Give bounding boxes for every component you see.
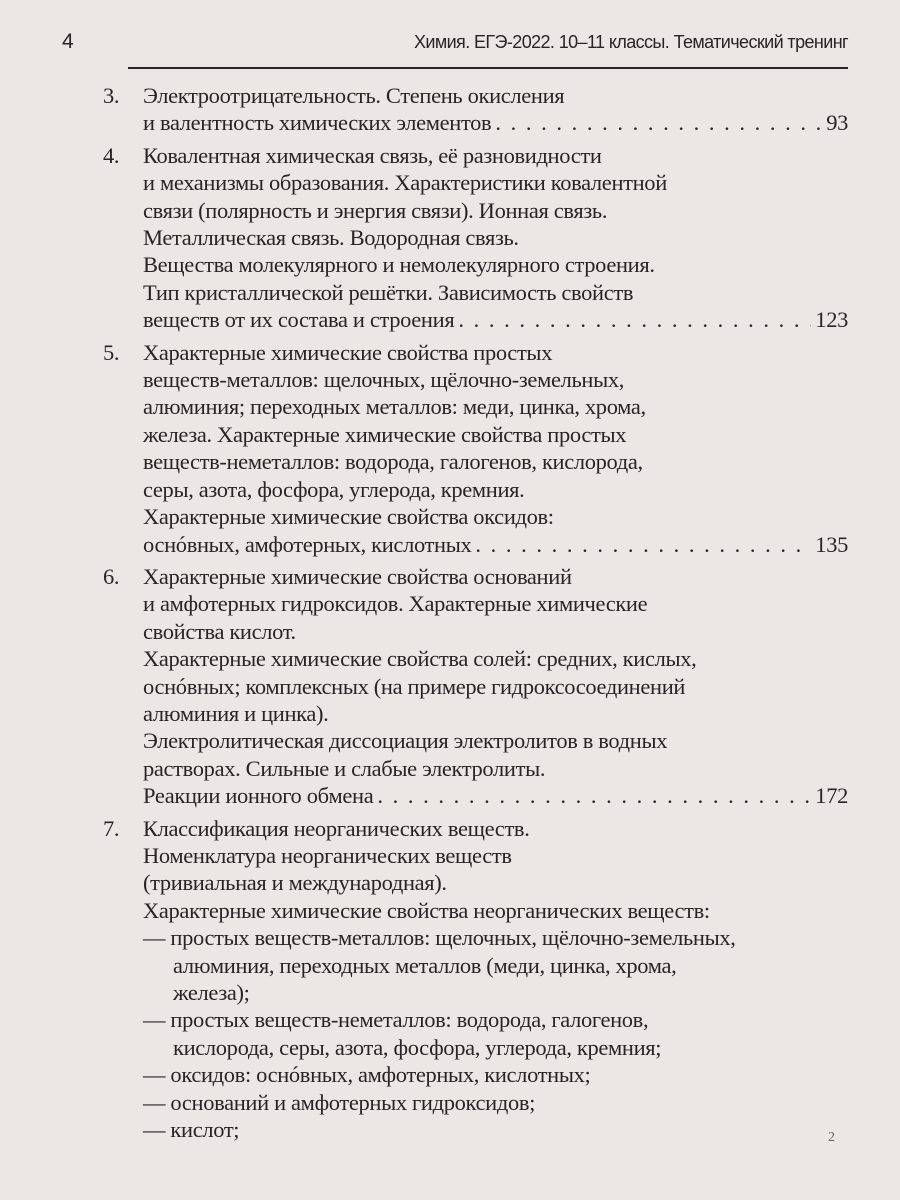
entry-line-text: Реакции ионного обмена: [143, 783, 374, 809]
entry-last-line: [143, 109, 848, 136]
entry-line: связи (полярность и энергия связи). Ионная связь.: [143, 197, 608, 223]
entry-line: и амфотерных гидроксидов. Характерные химические: [143, 591, 648, 617]
running-title: Химия. ЕГЭ-2022. 10–11 классы. Тематический тренинг: [413, 32, 848, 52]
entry-line: (тривиальная и международная).: [143, 870, 447, 896]
dash-item: [143, 1061, 848, 1088]
entry-line: Электролитическая диссоциация электролитов в водных: [143, 728, 668, 754]
entry-line: Характерные химические свойства простых: [143, 339, 553, 365]
toc-entry: [103, 815, 848, 1144]
entry-page-number: 172: [815, 783, 848, 809]
dash-line: — оснований и амфотерных гидроксидов;: [143, 1089, 536, 1115]
page-number: 4: [62, 30, 74, 53]
entry-page-number: 123: [815, 307, 848, 333]
entry-line: железа. Характерные химические свойства простых: [143, 421, 627, 447]
dash-item: [143, 1089, 848, 1116]
entry-line-text: оснóвных, амфотерных, кислотных: [143, 531, 472, 557]
entry-number: 4.: [103, 142, 120, 168]
entry-page-number: 135: [815, 531, 848, 557]
entry-line: Металлическая связь. Водородная связь.: [143, 225, 519, 251]
entry-line: веществ-неметаллов: водорода, галогенов, кислорода,: [143, 449, 643, 475]
toc-entry: [103, 142, 848, 334]
entry-line: растворах. Сильные и слабые электролиты.: [143, 755, 546, 781]
entry-line-text: и валентность химических элементов: [143, 110, 492, 136]
entry-line: Классификация неорганических веществ.: [143, 815, 530, 841]
entry-number: 7.: [103, 815, 120, 841]
dash-line: алюминия, переходных металлов (меди, цинка, хрома,: [173, 952, 677, 978]
entry-line: серы, азота, фосфора, углерода, кремния.: [143, 476, 525, 502]
dash-item: [143, 1116, 848, 1143]
dash-line: железа);: [173, 980, 250, 1005]
entry-line: свойства кислот.: [143, 618, 296, 644]
entry-line: алюминия и цинка).: [143, 700, 329, 726]
toc-entry: [103, 82, 848, 137]
entry-number: 6.: [103, 563, 120, 589]
entry-line: Номенклатура неорганических веществ: [143, 842, 512, 868]
entry-line: и механизмы образования. Характеристики ковалентной: [143, 170, 667, 196]
entry-number: 5.: [103, 339, 120, 365]
entry-line: Тип кристаллической решётки. Зависимость свойств: [143, 279, 634, 305]
dash-item: [143, 1006, 848, 1061]
entry-line: оснóвных; комплексных (на примере гидроксосоединений: [143, 673, 686, 699]
entry-line: Характерные химические свойства неорганических веществ:: [143, 897, 710, 923]
dash-item: [143, 924, 848, 1006]
header-rule: [128, 67, 848, 69]
entry-last-line: [143, 531, 848, 558]
toc-entry: [103, 339, 848, 558]
dash-line: — оксидов: оснóвных, амфотерных, кислотных;: [143, 1062, 591, 1088]
footer-mark: 2: [828, 1130, 835, 1145]
entry-line: Ковалентная химическая связь, её разновидности: [143, 142, 602, 168]
entry-line: Характерные химические свойства солей: средних, кислых,: [143, 646, 697, 672]
dash-line: — простых веществ-металлов: щелочных, щёлочно-земельных,: [143, 925, 736, 951]
entry-line: Вещества молекулярного и немолекулярного строения.: [143, 252, 655, 278]
entry-line: алюминия; переходных металлов: меди, цинка, хрома,: [143, 394, 646, 420]
dash-line: кислорода, серы, азота, фосфора, углерода, кремния;: [173, 1034, 662, 1060]
table-of-contents: [103, 82, 848, 1148]
toc-entry: [103, 563, 848, 810]
dot-leader: [377, 782, 811, 809]
entry-number: 3.: [103, 83, 120, 108]
dash-line: — кислот;: [143, 1117, 240, 1143]
entry-line-text: веществ от их состава и строения: [143, 307, 455, 333]
dot-leader: [458, 306, 811, 333]
entry-line: Характерные химические свойства оснований: [143, 563, 572, 589]
entry-line: веществ-металлов: щелочных, щёлочно-земельных,: [143, 367, 625, 393]
entry-last-line: [143, 782, 848, 809]
dash-line: — простых веществ-неметаллов: водорода, галогенов,: [143, 1007, 649, 1033]
entry-page-number: 93: [826, 110, 848, 136]
dot-leader: [475, 531, 811, 558]
entry-line: Электроотрицательность. Степень окисления: [143, 83, 565, 108]
entry-last-line: [143, 306, 848, 333]
dot-leader: [495, 109, 822, 136]
entry-line: Характерные химические свойства оксидов:: [143, 504, 554, 530]
